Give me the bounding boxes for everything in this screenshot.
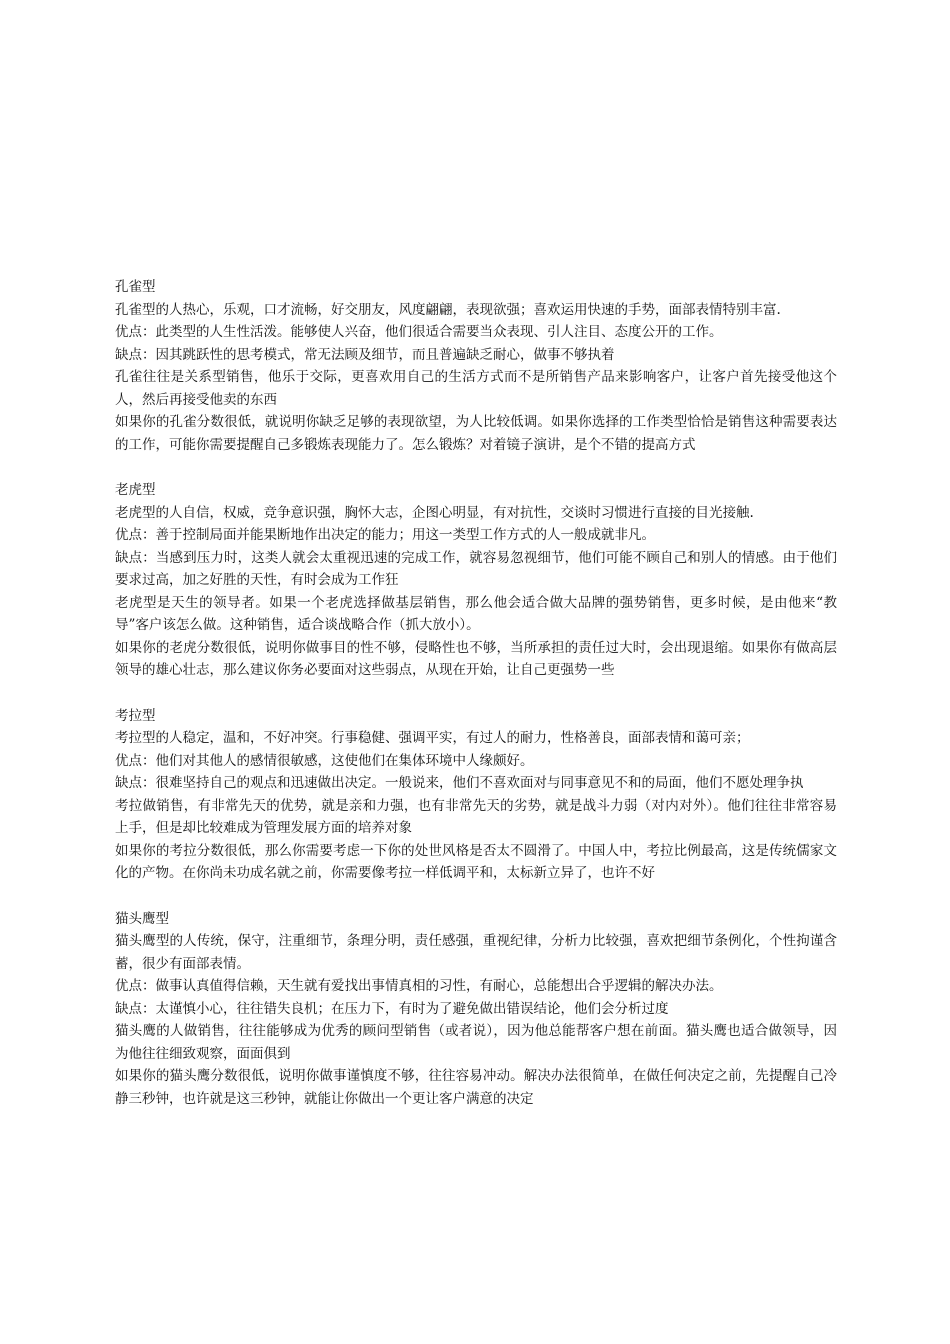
paragraph: 缺点：很难坚持自己的观点和迅速做出决定。一般说来，他们不喜欢面对与同事意见不和的局面，他们不愿处理争执 (115, 775, 804, 791)
paragraph: 缺点：当感到压力时，这类人就会太重视迅速的完成工作，就容易忽视细节，他们可能不顾自己和别人的情感。由于他们要求过高，加之好胜的天性，有时会成为工作狂 (115, 549, 837, 588)
paragraph: 如果你的孔雀分数很低，就说明你缺乏足够的表现欲望，为人比较低调。如果你选择的工作类型恰恰是销售这种需要表达的工作，可能你需要提醒自己多锻炼表现能力了。怎么锻炼？对着镜子演讲，是个不错的提高方式 (115, 414, 837, 453)
paragraph: 缺点：太谨慎小心，往往错失良机；在压力下，有时为了避免做出错误结论，他们会分析过度 (115, 1000, 669, 1017)
paragraph: 如果你的考拉分数很低，那么你需要考虑一下你的处世风格是否太不圆滑了。中国人中，考拉比例最高，这是传统儒家文化的产物。在你尚未功成名就之前，你需要像考拉一样低调平和，太标新立异了，也许不好 (115, 842, 837, 881)
section-peacock (115, 276, 837, 456)
section-title: 老虎型 (115, 482, 156, 498)
paragraph: 猫头鹰型的人传统，保守，注重细节，条理分明，责任感强，重视纪律，分析力比较强，喜欢把细节条例化，个性拘谨含蓄，很少有面部表情。 (115, 933, 837, 972)
paragraph: 缺点：因其跳跃性的思考模式，常无法顾及细节，而且普遍缺乏耐心，做事不够执着 (115, 346, 615, 363)
section-koala (115, 705, 837, 885)
paragraph: 如果你的老虎分数很低，说明你做事目的性不够，侵略性也不够，当所承担的责任过大时，会出现退缩。如果你有做高层领导的雄心壮志，那么建议你务必要面对这些弱点，从现在开始，让自己更强势一些 (115, 639, 837, 678)
paragraph: 孔雀往往是关系型销售，他乐于交际，更喜欢用自己的生活方式而不是所销售产品来影响客户，让客户首先接受他这个人，然后再接受他卖的东西 (115, 369, 837, 408)
paragraph: 孔雀型的人热心，乐观，口才流畅，好交朋友，风度翩翩，表现欲强；喜欢运用快速的手势，面部表情特别丰富. (115, 301, 781, 318)
paragraph: 考拉型的人稳定，温和，不好冲突。行事稳健、强调平实，有过人的耐力，性格善良，面部表情和蔼可亲； (115, 730, 750, 746)
section-title: 考拉型 (115, 707, 156, 724)
paragraph: 优点：善于控制局面并能果断地作出决定的能力；用这一类型工作方式的人一般成就非凡。 (115, 527, 655, 543)
document-page (115, 276, 837, 1133)
paragraph: 猫头鹰的人做销售，往往能够成为优秀的顾问型销售（或者说），因为他总能帮客户想在前面。猫头鹰也适合做领导，因为他往往细致观察，面面俱到 (115, 1023, 837, 1062)
paragraph: 老虎型的人自信，权威，竞争意识强，胸怀大志，企图心明显，有对抗性，交谈时习惯进行直接的目光接触. (115, 504, 754, 521)
paragraph: 优点：做事认真值得信赖，天生就有爱找出事情真相的习性，有耐心，总能想出合乎逻辑的解决办法。 (115, 978, 723, 994)
paragraph: 优点：他们对其他人的感情很敏感，这使他们在集体环境中人缘颇好。 (115, 752, 534, 769)
paragraph: 如果你的猫头鹰分数很低，说明你做事谨慎度不够，往往容易冲动。解决办法很简单，在做任何决定之前，先提醒自己冷静三秒钟，也许就是这三秒钟，就能让你做出一个更让客户满意的决定 (115, 1068, 837, 1107)
section-title: 猫头鹰型 (115, 910, 169, 927)
section-tiger (115, 479, 837, 682)
section-owl (115, 908, 837, 1111)
section-title: 孔雀型 (115, 279, 156, 295)
paragraph: 考拉做销售，有非常先天的优势，就是亲和力强，也有非常先天的劣势，就是战斗力弱（对内对外）。他们往往非常容易上手，但是却比较难成为管理发展方面的培养对象 (115, 797, 837, 836)
paragraph: 老虎型是天生的领导者。如果一个老虎选择做基层销售，那么他会适合做大品牌的强势销售，更多时候，是由他来“教导”客户该怎么做。这种销售，适合谈战略合作（抓大放小）。 (115, 594, 837, 633)
paragraph: 优点：此类型的人生性活泼。能够使人兴奋，他们很适合需要当众表现、引人注目、态度公开的工作。 (115, 324, 723, 340)
